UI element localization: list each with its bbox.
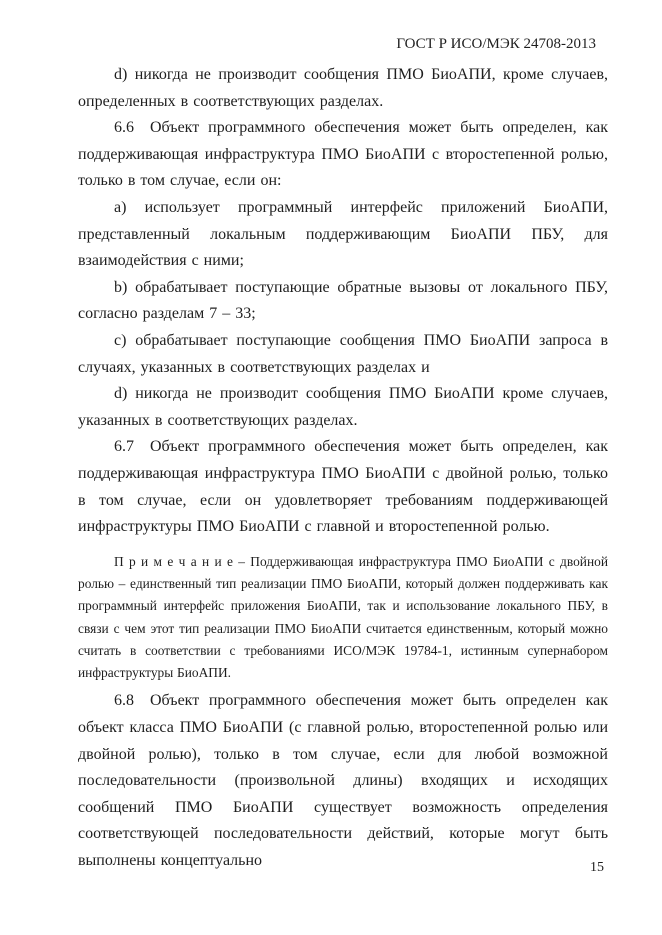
- paragraph-item-d: d) никогда не производит сообщения ПМО БиоАПИ кроме случаев, указанных в соответствующих разделах.: [78, 385, 608, 429]
- document-header: ГОСТ Р ИСО/МЭК 24708-2013: [396, 36, 596, 52]
- note-paragraph: П р и м е ч а н и е – Поддерживающая инфраструктура ПМО БиоАПИ с двойной ролью – единственный тип реализации ПМО БиоАПИ, который должен поддерживать как программный интерфейс приложения БиоАПИ, так и использование локального ПБУ, в связи с чем этот тип реализации ПМО БиоАПИ считается единственным, который можно считать в соответствии с требованиями ИСО/МЭК 19784-1, истинным супернабором инфраструктуры БиоАПИ.: [78, 553, 608, 681]
- paragraph-item-b: b) обрабатывает поступающие обратные вызовы от локального ПБУ, согласно разделам 7 – 33;: [78, 278, 608, 323]
- document-body: [78, 62, 608, 875]
- paragraph-clause-6-8: 6.8 Объект программного обеспечения может быть определен как объект класса ПМО БиоАПИ (с главной ролью, второстепенной ролью или двойной ролью), только в том случае, если для любой возможной последовательности (произвольной длины) входящих и исходящих сообщений ПМО БиоАПИ существует возможность определения соответствующей последовательности действий, которые могут быть выполнены концептуально: [78, 692, 608, 870]
- paragraph-item-c: c) обрабатывает поступающие сообщения ПМО БиоАПИ запроса в случаях, указанных в соответствующих разделах и: [78, 331, 608, 376]
- paragraph-item-d-carryover: d) никогда не производит сообщения ПМО БиоАПИ, кроме случаев, определенных в соответствующих разделах.: [78, 66, 608, 110]
- paragraph-item-a: a) использует программный интерфейс приложений БиоАПИ, представленный локальным поддерживающим БиоАПИ ПБУ, для взаимодействия с ними;: [78, 198, 608, 270]
- paragraph-clause-6-6: 6.6 Объект программного обеспечения может быть определен, как поддерживающая инфраструктура ПМО БиоАПИ с второстепенной ролью, только в том случае, если он:: [78, 119, 608, 190]
- page-number: 15: [590, 860, 604, 875]
- paragraph-clause-6-7: 6.7 Объект программного обеспечения может быть определен, как поддерживающая инфраструктура ПМО БиоАПИ с двойной ролью, только в том случае, если он удовлетворяет требованиям поддерживающей инфраструктуры ПМО БиоАПИ с главной и второстепенной ролью.: [78, 438, 608, 536]
